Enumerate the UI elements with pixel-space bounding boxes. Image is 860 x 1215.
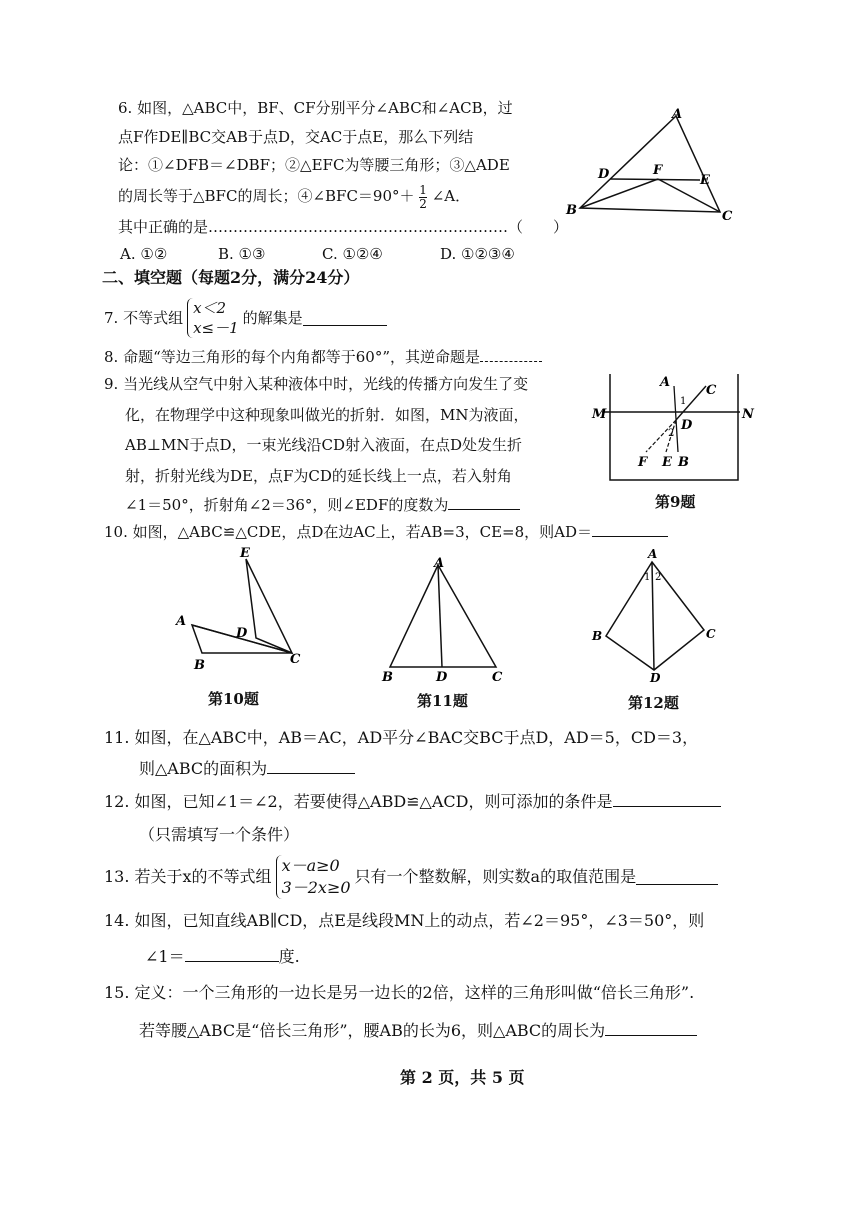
q6-line4-a: 的周长等于△BFC的周长；④∠BFC＝90°＋ xyxy=(118,187,415,205)
q13: 13. 若关于x的不等式组 x－a≥0 3－2x≥0 只有一个整数解，则实数a的取值范围是 xyxy=(104,855,718,899)
q9-line2: 化，在物理学中这种现象叫做光的折射．如图，MN为液面， xyxy=(125,406,529,424)
q9-label-m: M xyxy=(592,407,607,422)
q11-label-d: D xyxy=(436,670,448,685)
q6-option-d: D. ①②③④ xyxy=(440,245,515,263)
q9-caption: 第9题 xyxy=(655,493,696,511)
q8: 8. 命题“等边三角形的每个内角都等于60°”，其逆命题是 xyxy=(104,347,542,367)
q9-label-f: F xyxy=(638,455,648,470)
q11-caption: 第11题 xyxy=(417,692,468,710)
q6-line5: 其中正确的是……………………………………………………（ ） xyxy=(118,218,569,236)
q6-option-b: B. ①③ xyxy=(218,245,266,263)
q9-label-b: B xyxy=(678,455,689,470)
q6-option-a: A. ①② xyxy=(120,245,168,263)
q10-label-b: B xyxy=(194,658,205,673)
q12-caption: 第12题 xyxy=(628,694,679,712)
q6-line4 xyxy=(118,181,470,211)
q12-answer-blank xyxy=(613,792,721,807)
q11-line2: 则△ABC的面积为 xyxy=(139,759,355,779)
q12-figure xyxy=(588,548,728,683)
q15-answer-blank xyxy=(605,1021,697,1036)
section2-title: 二、填空题（每题2分，满分24分） xyxy=(102,268,360,287)
q9-line1: 9. 当光线从空气中射入某种液体中时，光线的传播方向发生了变 xyxy=(104,375,529,393)
q13-answer-blank xyxy=(636,870,718,885)
q11-label-a: A xyxy=(434,556,445,571)
q12-line1: 12. 如图，已知∠1＝∠2，若要使得△ABD≌△ACD，则可添加的条件是 xyxy=(104,792,721,812)
q9-figure xyxy=(588,370,758,495)
q10-answer-blank xyxy=(592,522,668,537)
q14-line1: 14. 如图，已知直线AB∥CD，点E是线段MN上的动点，若∠2＝95°，∠3＝50°，则 xyxy=(104,911,705,930)
q9-angle-1: 1 xyxy=(680,396,687,407)
q7 xyxy=(104,298,387,338)
q7-inequality-system: x＜2 x≤－1 xyxy=(187,298,239,338)
q14-answer-blank xyxy=(185,947,279,962)
page-footer: 第 2 页，共 5 页 xyxy=(400,1068,525,1087)
q11-label-b: B xyxy=(382,670,393,685)
q11-segment-ad xyxy=(438,565,442,667)
q12-label-c: C xyxy=(706,627,716,641)
q7-answer-blank xyxy=(303,311,387,326)
q13-inequality-system: x－a≥0 3－2x≥0 xyxy=(276,855,351,899)
q6-line2: 点F作DE∥BC交AB于点D，交AC于点E，那么下列结 xyxy=(118,128,474,146)
q6-segment-cf xyxy=(658,179,720,212)
q11-line1: 11. 如图，在△ABC中，AB＝AC，AD平分∠BAC交BC于点D，AD＝5，CD＝3， xyxy=(104,728,699,747)
q12-label-a: A xyxy=(648,548,658,561)
q10-label-c: C xyxy=(290,652,301,667)
q15-line2: 若等腰△ABC是“倍长三角形”，腰AB的长为6，则△ABC的周长为 xyxy=(139,1021,697,1041)
q11-figure xyxy=(380,555,510,685)
q9-answer-blank xyxy=(448,495,520,510)
q10-triangle-cde xyxy=(246,559,292,653)
q12-line2: （只需填写一个条件） xyxy=(139,825,300,844)
q6-line4-b: ∠A． xyxy=(431,187,471,205)
q6-label-e: E xyxy=(700,173,710,188)
q6-option-c: C. ①②④ xyxy=(322,245,383,263)
q9-line5: ∠1＝50°，折射角∠2＝36°，则∠EDF的度数为 xyxy=(125,495,520,515)
q12-segment-ad xyxy=(652,562,654,670)
q9-line3: AB⊥MN于点D，一束光线沿CD射入液面，在点D处发生折 xyxy=(125,436,523,454)
q14-line2: ∠1＝ 度. xyxy=(145,947,300,966)
q9-label-c: C xyxy=(706,383,717,398)
q6-label-f: F xyxy=(653,163,663,178)
q6-label-a: A xyxy=(672,108,683,122)
q9-line4: 射，折射光线为DE，点F为CD的延长线上一点，若入射角 xyxy=(125,467,512,485)
q6-label-b: B xyxy=(566,203,577,218)
q15-line1: 15. 定义：一个三角形的一边长是另一边长的2倍，这样的三角形叫做“倍长三角形”. xyxy=(104,983,695,1002)
q6-line1: 6. 如图，△ABC中，BF、CF分别平分∠ABC和∠ACB，过 xyxy=(118,99,513,117)
q10-label-a: A xyxy=(176,614,187,629)
q9-label-e: E xyxy=(662,455,672,470)
q12-angle-1: 1 xyxy=(644,572,651,583)
q11-triangle-abc xyxy=(390,565,496,667)
q12-angle-2: 2 xyxy=(655,572,662,583)
q11-answer-blank xyxy=(267,759,355,774)
q9-angle-2: 2 xyxy=(668,428,675,439)
q11-label-c: C xyxy=(492,670,503,685)
q6-line3: 论：①∠DFB＝∠DBF；②△EFC为等腰三角形；③△ADE xyxy=(118,156,510,174)
q7-post: 的解集是 xyxy=(242,309,303,327)
fraction-one-half: $\frac{1}{2}$ xyxy=(419,182,427,211)
q6-label-d: D xyxy=(598,167,610,182)
q12-label-d: D xyxy=(650,671,661,683)
q6-triangle-abc xyxy=(580,116,720,212)
q10-figure xyxy=(170,545,310,680)
q9-label-d: D xyxy=(681,418,693,433)
q10: 10. 如图，△ABC≌△CDE，点D在边AC上，若AB=3，CE=8，则AD＝ xyxy=(104,522,668,542)
q6-figure xyxy=(560,108,740,223)
q12-label-b: B xyxy=(592,629,603,643)
q10-label-e: E xyxy=(240,546,250,561)
q10-caption: 第10题 xyxy=(208,690,259,708)
q9-label-n: N xyxy=(742,407,754,422)
q6-segment-bf xyxy=(580,179,658,208)
q8-answer-blank xyxy=(480,347,542,362)
q10-label-d: D xyxy=(236,626,248,641)
q6-label-c: C xyxy=(722,209,733,223)
q9-label-a: A xyxy=(660,375,671,390)
q7-pre: 7. 不等式组 xyxy=(104,309,184,327)
